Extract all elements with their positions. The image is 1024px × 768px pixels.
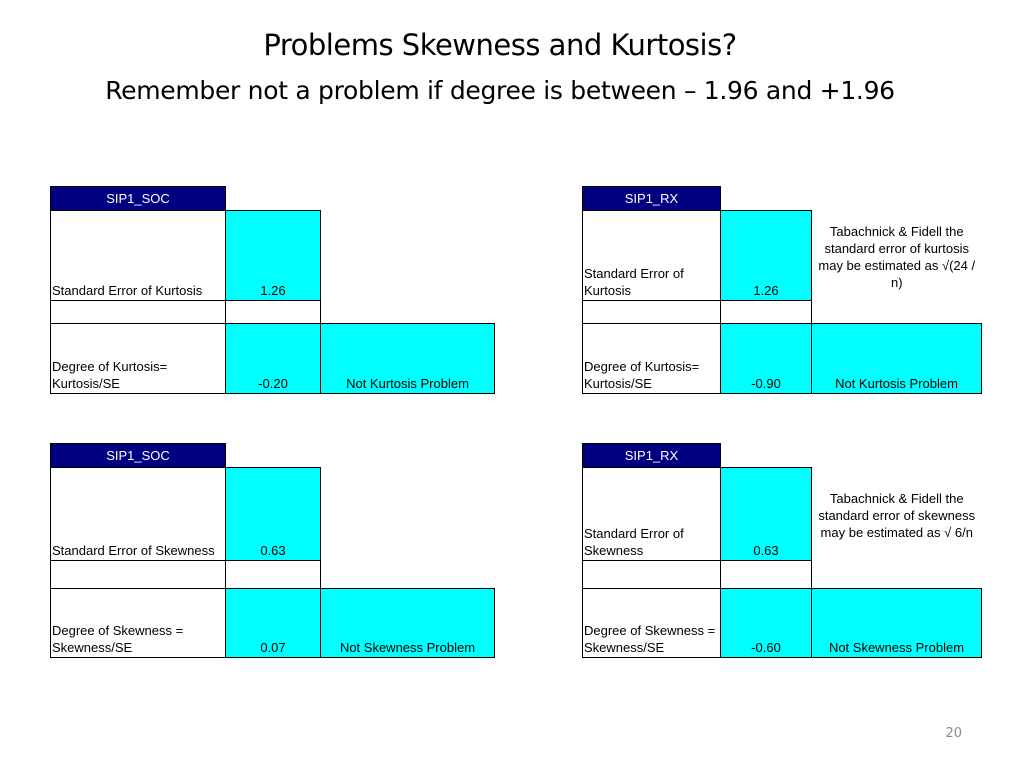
page-number: 20 bbox=[945, 726, 962, 741]
skewness-table-soc bbox=[50, 443, 495, 658]
se-label: Standard Error of Skewness bbox=[51, 468, 226, 561]
table-header: SIP1_SOC bbox=[51, 444, 226, 468]
kurtosis-table-rx bbox=[582, 186, 982, 394]
degree-value: -0.60 bbox=[721, 589, 812, 658]
slide-title: Problems Skewness and Kurtosis? bbox=[263, 28, 737, 62]
kurtosis-table-soc bbox=[50, 186, 495, 394]
table-header: SIP1_RX bbox=[583, 444, 721, 468]
se-label: Standard Error of Kurtosis bbox=[583, 211, 721, 301]
slide-subtitle: Remember not a problem if degree is between – 1.96 and +1.96 bbox=[105, 76, 895, 105]
skewness-table-rx bbox=[582, 443, 982, 658]
result-cell: Not Kurtosis Problem bbox=[321, 324, 495, 394]
formula-note: Tabachnick & Fidell the standard error of skewness may be estimated as √ 6/n bbox=[818, 491, 976, 540]
degree-label: Degree of Skewness = Skewness/SE bbox=[51, 589, 226, 658]
table-header: SIP1_SOC bbox=[51, 187, 226, 211]
result-cell: Not Skewness Problem bbox=[812, 589, 982, 658]
table-header: SIP1_RX bbox=[583, 187, 721, 211]
se-value: 1.26 bbox=[226, 211, 321, 301]
degree-label: Degree of Skewness = Skewness/SE bbox=[583, 589, 721, 658]
result-cell: Not Skewness Problem bbox=[321, 589, 495, 658]
se-value: 1.26 bbox=[721, 211, 812, 301]
degree-label: Degree of Kurtosis= Kurtosis/SE bbox=[51, 324, 226, 394]
degree-value: -0.90 bbox=[721, 324, 812, 394]
degree-value: 0.07 bbox=[226, 589, 321, 658]
degree-label: Degree of Kurtosis= Kurtosis/SE bbox=[583, 324, 721, 394]
se-label: Standard Error of Kurtosis bbox=[51, 211, 226, 301]
se-label: Standard Error of Skewness bbox=[583, 468, 721, 561]
formula-note: Tabachnick & Fidell the standard error of kurtosis may be estimated as √(24 / n) bbox=[818, 224, 976, 290]
se-value: 0.63 bbox=[226, 468, 321, 561]
degree-value: -0.20 bbox=[226, 324, 321, 394]
se-value: 0.63 bbox=[721, 468, 812, 561]
result-cell: Not Kurtosis Problem bbox=[812, 324, 982, 394]
